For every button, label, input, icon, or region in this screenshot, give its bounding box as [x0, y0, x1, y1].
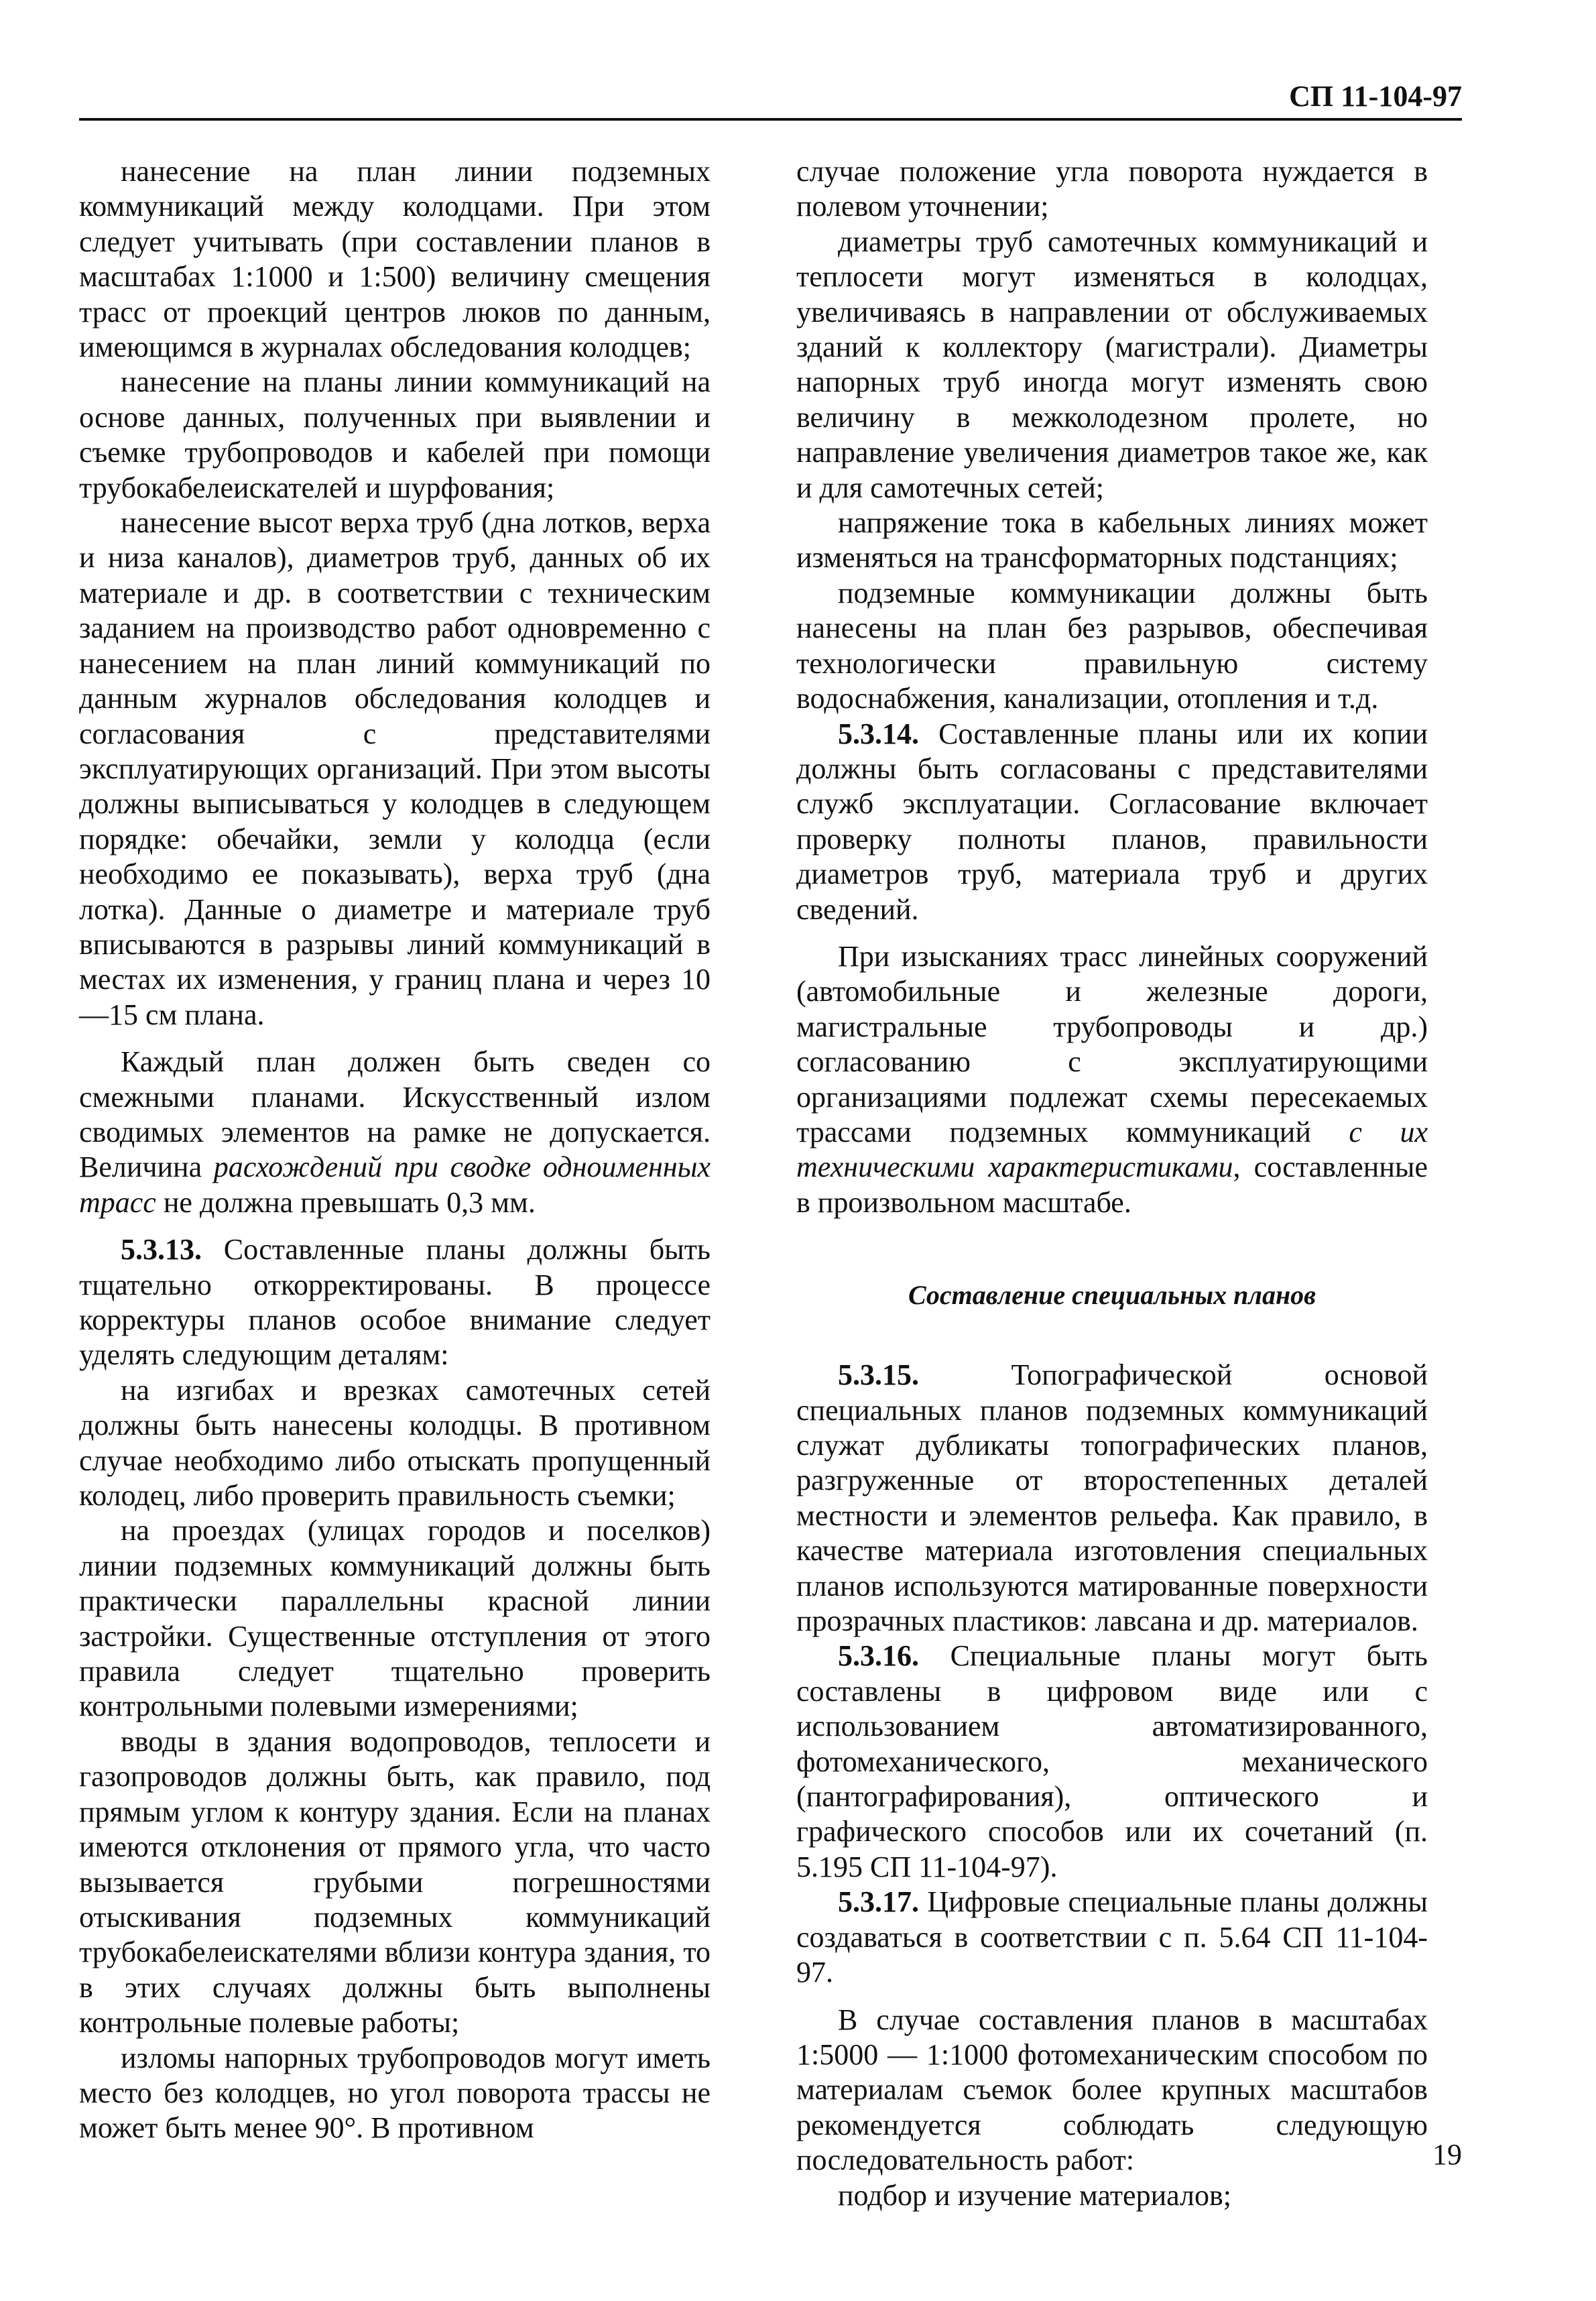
paragraph: В случае составления планов в масштабах 1:5000 — 1:1000 фотомеханическим способом по материалам съемок более крупных масштабов рекомендуется соблюдать следующую последовательность работ: — [796, 2003, 1428, 2177]
paragraph-italic-text: расхождений при сводке одноименных трасс — [79, 1150, 711, 1219]
paragraph-text: Каждый план должен быть сведен со смежными планами. Искусственный излом сводимых элементов на рамке не допускается. Величина — [79, 1045, 711, 1184]
paragraph-text: При изысканиях трасс линейных сооружений (автомобильные и железные дороги, магистральные трубопроводы и др.) согласованию с эксплуатирующими организациями подлежат схемы пересекаемых трассами подземных коммуникаций — [796, 939, 1428, 1148]
clause-5-3-17 — [796, 1885, 1428, 1990]
clause-5-3-13 — [79, 1232, 711, 1373]
clause-5-3-15 — [796, 1358, 1428, 1639]
clause-number: 5.3.16. — [838, 1639, 919, 1673]
paragraph: вводы в здания водопроводов, теплосети и газопроводов должны быть, как правило, под прямым углом к контуру здания. Если на планах имеются отклонения от прямого угла, что часто вызывается грубыми погрешностями отыскивания подземных коммуникаций трубокабелеискателями вблизи контура здания, то в этих случаях должны быть выполнены контрольные полевые работы; — [79, 1724, 711, 2040]
paragraph: на изгибах и врезках самотечных сетей должны быть нанесены колодцы. В противном случае необходимо либо отыскать пропущенный колодец, либо проверить правильность съемки; — [79, 1373, 711, 1513]
paragraph — [79, 1045, 711, 1220]
clause-5-3-14 — [796, 717, 1428, 927]
clause-number: 5.3.13. — [121, 1233, 202, 1266]
clause-number: 5.3.17. — [838, 1885, 919, 1919]
paragraph: случае положение угла поворота нуждается в полевом уточнении; — [796, 155, 1428, 223]
right-column — [796, 154, 1428, 2213]
paragraph: нанесение на план линии подземных коммуникаций между колодцами. При этом следует учитывать (при составлении планов в масштабах 1:1000 и 1:500) величину смещения трасс от проекций центров люков по данным, имеющимся в журналах обследования колодцев; — [79, 155, 711, 364]
clause-text: Специальные планы могут быть составлены в цифровом виде или с использованием автоматизированного, фотомеханического, механического (пантографирования), оптического и графического способов или их сочетаний (п. 5.195 СП 11-104-97). — [796, 1639, 1428, 1883]
paragraph: подземные коммуникации должны быть нанесены на план без разрывов, обеспечивая технологически правильную систему водоснабжения, канализации, отопления и т.д. — [796, 576, 1428, 715]
header-rule — [79, 118, 1462, 121]
paragraph: напряжение тока в кабельных линиях может изменяться на трансформаторных подстанциях; — [796, 506, 1428, 575]
left-column — [79, 154, 711, 2146]
section-heading: Составление специальных планов — [908, 1280, 1316, 1311]
document-code: СП 11-104-97 — [1289, 80, 1462, 113]
paragraph-text: , составленные в произвольном масштабе. — [796, 1150, 1428, 1219]
clause-text: Составленные планы должны быть тщательно откорректированы. В процессе корректуры планов особое внимание следует уделять следующим деталям: — [79, 1233, 711, 1372]
clause-number: 5.3.14. — [838, 717, 919, 750]
paragraph: нанесение высот верха труб (дна лотков, верха и низа каналов), диаметров труб, данных об их материале и др. в соответствии с техническим заданием на производство работ одновременно с нанесением на план линий коммуникаций по данным журналов обследования колодцев и согласования с представителями эксплуатирующих организаций. При этом высоты должны выписываться у колодцев в следующем порядке: обечайки, земли у колодца (если необходимо ее показывать), верха труб (дна лотка). Данные о диаметре и материале труб вписываются в разрывы линий коммуникаций в местах их изменения, у границ плана и через 10—15 см плана. — [79, 506, 711, 1031]
paragraph-italic-text: с их техническими характеристиками — [796, 1115, 1428, 1184]
clause-5-3-16 — [796, 1639, 1428, 1885]
clause-text: Цифровые специальные планы должны создаваться в соответствии с п. 5.64 СП 11-104-97. — [796, 1885, 1428, 1989]
clause-text: Составленные планы или их копии должны быть согласованы с представителями служб эксплуатации. Согласование включает проверку полноты планов, правильности диаметров труб, материала труб и других сведений. — [796, 717, 1428, 926]
clause-number: 5.3.15. — [838, 1358, 919, 1392]
page-number: 19 — [1432, 2138, 1462, 2171]
paragraph: подбор и изучение материалов; — [838, 2178, 1231, 2212]
paragraph — [796, 939, 1428, 1220]
paragraph: изломы напорных трубопроводов могут иметь место без колодцев, но угол поворота трассы не может быть менее 90°. В противном — [79, 2041, 711, 2145]
paragraph: нанесение на планы линии коммуникаций на основе данных, полученных при выявлении и съемке трубопроводов и кабелей при помощи трубокабелеискателей и шурфования; — [79, 365, 711, 504]
paragraph: на проездах (улицах городов и поселков) линии подземных коммуникаций должны быть практически параллельны красной линии застройки. Существенные отступления от этого правила следует тщательно проверить контрольными полевыми измерениями; — [79, 1514, 711, 1723]
paragraph: диаметры труб самотечных коммуникаций и теплосети могут изменяться в колодцах, увеличиваясь в направлении от обслуживаемых зданий к коллектору (магистрали). Диаметры напорных труб иногда могут изменять свою величину в межколодезном пролете, но направление увеличения диаметров такое же, как и для самотечных сетей; — [796, 225, 1428, 504]
clause-text: Топографической основой специальных планов подземных коммуникаций служат дубликаты топографических планов, разгруженные от второстепенных деталей местности и элементов рельефа. Как правило, в качестве материала изготовления специальных планов используются матированные поверхности прозрачных пластиков: лавсана и др. материалов. — [796, 1358, 1428, 1638]
paragraph-text: не должна превышать 0,3 мм. — [156, 1185, 536, 1219]
